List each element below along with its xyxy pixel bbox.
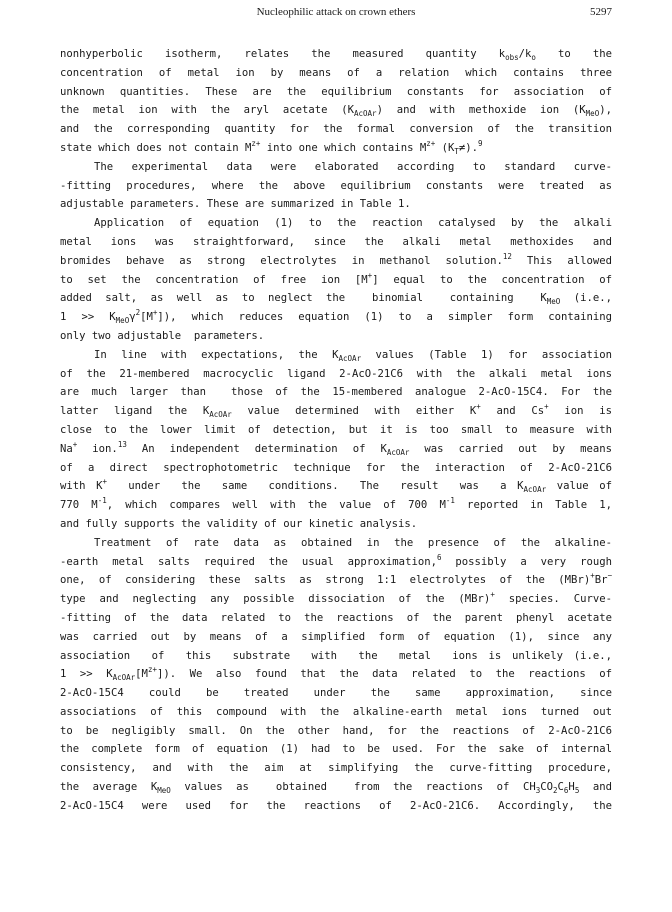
text-run: to set the concentration of free ion [M bbox=[60, 273, 368, 286]
text-run: -earth metal salts required the usual approximation, bbox=[60, 555, 437, 568]
text-run: latter ligand the K bbox=[60, 405, 210, 418]
text-run: 2-AcO-15C4 could be treated under the same approximation, since bbox=[60, 687, 612, 700]
text-line bbox=[60, 139, 612, 158]
text-run: values (Table 1) for association bbox=[361, 348, 612, 361]
text-run: ]). We also found that the data related to the reactions of bbox=[156, 668, 612, 681]
text-run: to the bbox=[535, 48, 612, 60]
text-line bbox=[60, 722, 612, 741]
text-run: species. Curve- bbox=[494, 593, 612, 606]
text-run: bromides behave as strong electrolytes in methanol solution. bbox=[60, 254, 503, 267]
text-run: are much larger than those of the 15-membered analogue 2-AcO-15C4. For the bbox=[60, 386, 612, 399]
subscript: AcOAr bbox=[209, 410, 232, 420]
text-run: , which compares well with the value of 700 M bbox=[106, 499, 446, 512]
superscript: 2 bbox=[135, 308, 141, 318]
text-line bbox=[60, 590, 612, 609]
text-line bbox=[60, 797, 612, 816]
text-run: 1 >> K bbox=[60, 668, 113, 681]
superscript: + bbox=[590, 571, 595, 581]
text-line bbox=[60, 158, 612, 177]
superscript: + bbox=[544, 402, 549, 412]
text-run: ] equal to the concentration of bbox=[372, 273, 612, 286]
text-line bbox=[60, 252, 612, 271]
text-run: of the 21-membered macrocyclic ligand 2-AcO-21C6 with the alkali metal ions bbox=[60, 367, 612, 380]
text-run: was carried out by means bbox=[409, 442, 612, 455]
text-run: -fitting of the data related to the reactions of the parent phenyl acetate bbox=[60, 611, 612, 624]
text-line bbox=[60, 496, 612, 515]
text-line bbox=[60, 665, 612, 684]
text-run: The experimental data were elaborated according to standard curve- bbox=[94, 160, 612, 173]
text-run: to be negligibly small. On the other hand, for the reactions of 2-AcO-21C6 bbox=[60, 724, 612, 737]
text-run: of a direct spectrophotometric technique for the interaction of 2-AcO-21C6 bbox=[60, 461, 612, 474]
text-line bbox=[60, 308, 612, 327]
text-run: This allowed bbox=[511, 254, 612, 267]
text-run: nonhyperbolic isotherm, relates the measured quantity k bbox=[60, 48, 506, 60]
text-line bbox=[60, 83, 612, 102]
text-line bbox=[60, 609, 612, 628]
text-line bbox=[60, 553, 612, 572]
subscript: 6 bbox=[563, 786, 569, 796]
superscript: 12 bbox=[502, 251, 512, 261]
text-line bbox=[60, 459, 612, 478]
text-run: An independent determination of K bbox=[126, 442, 387, 455]
text-line bbox=[60, 778, 612, 797]
text-line bbox=[60, 120, 612, 139]
running-header bbox=[60, 6, 612, 22]
text-run: type and neglecting any possible dissociation of the (MBr) bbox=[60, 593, 491, 606]
superscript: z+ bbox=[147, 665, 157, 675]
text-run: 2-AcO-15C4 were used for the reactions of 2-AcO-21C6. Accordingly, the bbox=[60, 799, 612, 812]
running-title: Nucleophilic attack on crown ethers bbox=[256, 6, 416, 18]
text-run: 1 >> K bbox=[60, 311, 116, 324]
superscript: 9 bbox=[478, 138, 483, 148]
subscript: MeO bbox=[546, 297, 561, 307]
text-run: ≠). bbox=[458, 141, 479, 154]
text-run: ]), which reduces equation (1) to a simpler form containing bbox=[157, 311, 612, 324]
subscript: AcOAr bbox=[112, 673, 136, 683]
text-line bbox=[60, 647, 612, 666]
subscript: AcOAr bbox=[386, 447, 410, 457]
text-run: H bbox=[568, 781, 575, 794]
superscript: + bbox=[152, 308, 158, 318]
subscript: AcOAr bbox=[354, 109, 377, 119]
text-run: metal ions was straightforward, since the alkali metal methoxides and bbox=[60, 235, 612, 248]
text-run: the average K bbox=[60, 781, 158, 794]
text-run: state which does not contain M bbox=[60, 141, 252, 154]
superscript: + bbox=[102, 477, 108, 487]
subscript: MeO bbox=[157, 786, 171, 796]
subscript: MeO bbox=[115, 316, 130, 326]
text-run: (K bbox=[435, 141, 455, 154]
text-run: concentration of metal ion by means of a relation which contains three bbox=[60, 66, 612, 79]
subscript: MeO bbox=[585, 109, 600, 119]
text-run: C bbox=[557, 781, 564, 794]
text-line bbox=[60, 177, 612, 196]
text-run: and the corresponding quantity for the formal conversion of the transition bbox=[60, 123, 612, 136]
text-line bbox=[60, 534, 612, 553]
text-run: and Cs bbox=[480, 405, 545, 418]
text-line bbox=[60, 759, 612, 778]
superscript: 6 bbox=[436, 552, 442, 562]
body-text bbox=[60, 45, 612, 816]
text-run: (i.e., bbox=[560, 292, 612, 305]
superscript: + bbox=[490, 590, 495, 600]
text-run: /k bbox=[518, 48, 532, 60]
text-run: value of bbox=[546, 480, 612, 493]
text-line bbox=[60, 440, 612, 459]
text-run: added salt, as well as to neglect the binomial containing K bbox=[60, 292, 547, 305]
subscript: o bbox=[531, 53, 536, 62]
subscript: 2 bbox=[553, 786, 558, 796]
text-line bbox=[60, 365, 612, 384]
superscript: + bbox=[476, 402, 481, 412]
page-number: 5297 bbox=[590, 6, 612, 18]
text-run: adjustable parameters. These are summarized in Table 1. bbox=[60, 198, 411, 211]
subscript: AcOAr bbox=[523, 485, 547, 495]
text-line bbox=[60, 515, 612, 534]
text-line bbox=[60, 327, 612, 346]
text-line bbox=[60, 233, 612, 252]
text-run: ) and with methoxide ion (K bbox=[376, 104, 586, 117]
text-line bbox=[60, 628, 612, 647]
superscript: -1 bbox=[97, 496, 107, 506]
text-run: into one which contains M bbox=[260, 141, 427, 154]
subscript: 3 bbox=[535, 786, 541, 796]
text-line bbox=[60, 703, 612, 722]
text-run: with K bbox=[60, 480, 103, 493]
text-line bbox=[60, 195, 612, 214]
text-run: reported in Table 1, bbox=[454, 499, 612, 512]
text-line bbox=[60, 271, 612, 290]
text-run: only two adjustable parameters. bbox=[60, 329, 265, 342]
superscript: − bbox=[607, 571, 612, 581]
text-line bbox=[60, 64, 612, 83]
superscript: + bbox=[367, 270, 373, 280]
text-line bbox=[60, 740, 612, 759]
text-run: and fully supports the validity of our kinetic analysis. bbox=[60, 517, 418, 530]
text-line bbox=[60, 214, 612, 233]
text-run: associations of this compound with the alkaline-earth metal ions turned out bbox=[60, 705, 612, 718]
text-line bbox=[60, 346, 612, 365]
text-run: 770 M bbox=[60, 499, 98, 512]
text-run: consistency, and with the aim at simplifying the curve-fitting procedure, bbox=[60, 762, 612, 775]
text-run: ion is bbox=[548, 405, 612, 418]
text-run: and bbox=[579, 781, 612, 794]
text-run: In line with expectations, the K bbox=[94, 348, 339, 361]
text-run: -fitting procedures, where the above equilibrium constants were treated as bbox=[60, 179, 612, 192]
text-run: close to the lower limit of detection, but it is too small to measure with bbox=[60, 423, 612, 436]
superscript: 13 bbox=[117, 439, 127, 449]
text-run: Br bbox=[594, 574, 608, 587]
text-run: possibly a very rough bbox=[441, 555, 612, 568]
text-run: [M bbox=[140, 311, 153, 324]
text-run: Treatment of rate data as obtained in the presence of the alkaline- bbox=[94, 536, 612, 549]
subscript: obs bbox=[505, 53, 519, 62]
text-run: the metal ion with the aryl acetate (K bbox=[60, 104, 354, 117]
superscript: z+ bbox=[426, 138, 436, 148]
text-run: under the same conditions. The result was a K bbox=[107, 480, 524, 493]
subscript: AcOAr bbox=[338, 353, 362, 363]
subscript: 5 bbox=[574, 786, 580, 796]
text-line bbox=[60, 383, 612, 402]
text-line bbox=[60, 45, 612, 64]
text-line bbox=[60, 684, 612, 703]
text-run: [M bbox=[135, 668, 148, 681]
text-line bbox=[60, 571, 612, 590]
subscript: T bbox=[454, 146, 459, 156]
text-run: Application of equation (1) to the reaction catalysed by the alkali bbox=[94, 217, 612, 230]
text-run: value determined with either K bbox=[231, 405, 477, 418]
text-line bbox=[60, 477, 612, 496]
text-line bbox=[60, 421, 612, 440]
text-line bbox=[60, 289, 612, 308]
text-run: ), bbox=[599, 104, 612, 117]
text-line bbox=[60, 402, 612, 421]
text-line bbox=[60, 101, 612, 120]
text-run: ion. bbox=[77, 442, 118, 455]
text-run: values as obtained from the reactions of CH bbox=[170, 781, 536, 794]
superscript: -1 bbox=[445, 496, 455, 506]
text-run: was carried out by means of a simplified form of equation (1), since any bbox=[60, 630, 612, 643]
text-run: γ bbox=[129, 311, 136, 324]
text-run: unknown quantities. These are the equilibrium constants for association of bbox=[60, 85, 612, 98]
text-run: CO bbox=[540, 781, 553, 794]
superscript: z+ bbox=[251, 138, 261, 148]
text-run: the complete form of equation (1) had to be used. For the sake of internal bbox=[60, 743, 612, 756]
text-run: Na bbox=[60, 442, 73, 455]
text-run: association of this substrate with the metal ions is unlikely (i.e., bbox=[60, 649, 612, 662]
text-run: one, of considering these salts as strong 1:1 electrolytes of the (MBr) bbox=[60, 574, 591, 587]
superscript: + bbox=[72, 439, 78, 449]
